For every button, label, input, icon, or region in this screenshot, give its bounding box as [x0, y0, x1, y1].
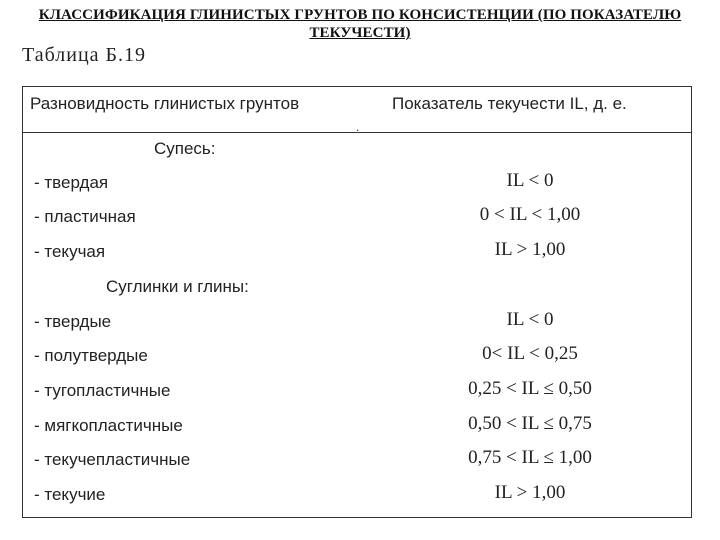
table-row-label: - тугопластичные: [34, 381, 171, 400]
table-row-value: IL < 0: [506, 309, 554, 330]
table-row-label: - текучие: [34, 485, 106, 504]
table-row-label: - текучая: [34, 242, 106, 261]
table-row-label: - мягкопластичные: [34, 416, 183, 435]
table-row-value: 0 < IL < 1,00: [479, 204, 581, 225]
table-row-value: 0,50 < IL ≤ 0,75: [468, 413, 592, 434]
table-row-value: IL > 1,00: [494, 482, 566, 503]
table-row-value: 0,75 < IL ≤ 1,00: [468, 447, 592, 468]
table-row-label: - твердые: [34, 312, 112, 331]
group-heading-loams-and-clays: Суглинки и глины:: [106, 277, 249, 296]
table-row-label: - текучепластичные: [34, 450, 191, 469]
table-row-label: - полутвердые: [34, 346, 148, 365]
table-row-label: - пластичная: [34, 207, 136, 226]
column-header-liquidity-index: Показатель текучести IL, д. е.: [392, 94, 627, 113]
table-row-value: IL < 0: [506, 170, 554, 191]
table-caption: Таблица Б.19: [22, 44, 147, 66]
table-row-value: IL > 1,00: [494, 239, 566, 260]
stray-mark: .: [356, 120, 360, 134]
group-heading-sandy-loam: Супесь:: [154, 139, 216, 158]
page-title: КЛАССИФИКАЦИЯ ГЛИНИСТЫХ ГРУНТОВ ПО КОНСИСТЕНЦИИ (ПО ПОКАЗАТЕЛЮ ТЕКУЧЕСТИ): [38, 7, 682, 41]
table-row-value: 0,25 < IL ≤ 0,50: [468, 378, 592, 399]
table-row-label: - твердая: [34, 173, 109, 192]
column-header-soil-type: Разновидность глинистых грунтов: [30, 94, 300, 113]
table-row-value: 0< IL < 0,25: [482, 343, 578, 364]
